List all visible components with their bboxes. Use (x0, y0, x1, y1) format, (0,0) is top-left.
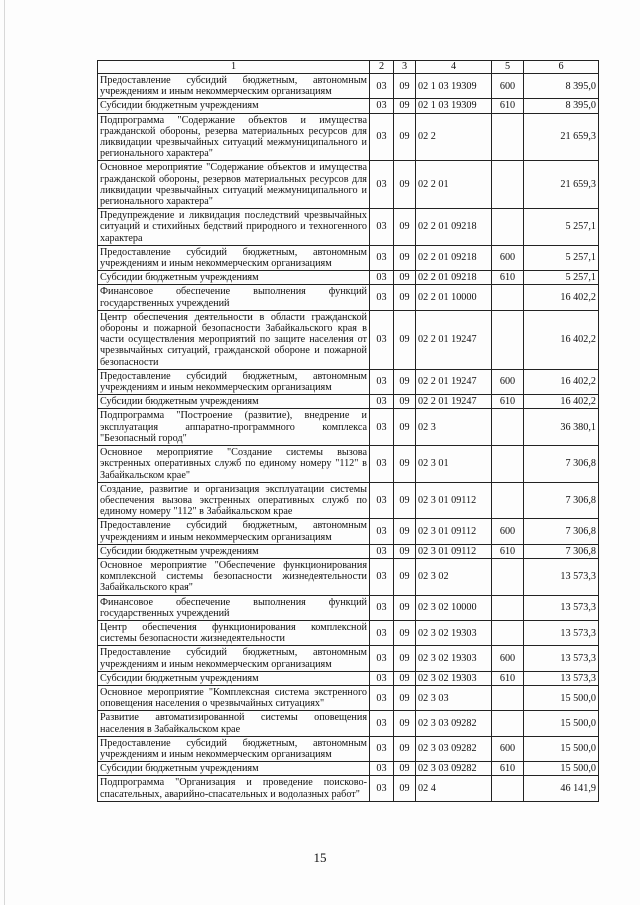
amount-cell: 7 306,8 (524, 446, 599, 483)
header-col-3: 3 (394, 61, 416, 74)
amount-cell: 13 573,3 (524, 620, 599, 645)
section-cell: 03 (370, 113, 394, 161)
row-name-cell: Центр обеспечения функционирования комплексной системы безопасности жизнедеятельности (98, 620, 370, 645)
expense-type-cell (492, 161, 524, 209)
subsection-cell: 09 (394, 762, 416, 776)
subsection-cell: 09 (394, 113, 416, 161)
amount-cell: 8 395,0 (524, 99, 599, 113)
table-row (98, 113, 599, 161)
table-row (98, 482, 599, 519)
scan-edge-line (4, 0, 5, 905)
subsection-cell: 09 (394, 646, 416, 671)
target-article-cell: 02 3 03 (416, 685, 492, 710)
table-header-row (98, 61, 599, 74)
section-cell: 03 (370, 671, 394, 685)
row-name-cell: Предоставление субсидий бюджетным, автономным учреждениям и иным некоммерческим организациям (98, 736, 370, 761)
row-name-cell: Развитие автоматизированной системы оповещения населения в Забайкальском крае (98, 711, 370, 736)
amount-cell: 5 257,1 (524, 209, 599, 246)
amount-cell: 8 395,0 (524, 74, 599, 99)
expense-type-cell: 600 (492, 74, 524, 99)
amount-cell: 7 306,8 (524, 544, 599, 558)
expense-type-cell (492, 620, 524, 645)
subsection-cell: 09 (394, 544, 416, 558)
section-cell: 03 (370, 519, 394, 544)
row-name-cell: Финансовое обеспечение выполнения функций государственных учреждений (98, 595, 370, 620)
amount-cell: 15 500,0 (524, 711, 599, 736)
table-row (98, 558, 599, 595)
table-row (98, 685, 599, 710)
row-name-cell: Основное мероприятие "Содержание объектов и имущества гражданской обороны, резервов материальных ресурсов для ликвидации чрезвычайных ситуаций межмуниципального и регионального характера" (98, 161, 370, 209)
subsection-cell: 09 (394, 620, 416, 645)
section-cell: 03 (370, 285, 394, 310)
target-article-cell: 02 3 02 19303 (416, 671, 492, 685)
row-name-cell: Предоставление субсидий бюджетным, автономным учреждениям и иным некоммерческим организациям (98, 369, 370, 394)
row-name-cell: Основное мероприятие "Комплексная система экстренного оповещения населения о чрезвычайных ситуациях" (98, 685, 370, 710)
target-article-cell: 02 2 01 10000 (416, 285, 492, 310)
target-article-cell: 02 3 (416, 409, 492, 446)
section-cell: 03 (370, 482, 394, 519)
expense-type-cell (492, 595, 524, 620)
subsection-cell: 09 (394, 245, 416, 270)
subsection-cell: 09 (394, 776, 416, 801)
table-row (98, 762, 599, 776)
section-cell: 03 (370, 558, 394, 595)
section-cell: 03 (370, 646, 394, 671)
target-article-cell: 02 1 03 19309 (416, 99, 492, 113)
target-article-cell: 02 3 01 09112 (416, 519, 492, 544)
subsection-cell: 09 (394, 161, 416, 209)
target-article-cell: 02 3 02 19303 (416, 646, 492, 671)
table-row (98, 99, 599, 113)
amount-cell: 21 659,3 (524, 113, 599, 161)
subsection-cell: 09 (394, 395, 416, 409)
table-row (98, 310, 599, 369)
row-name-cell: Субсидии бюджетным учреждениям (98, 544, 370, 558)
section-cell: 03 (370, 99, 394, 113)
expense-type-cell (492, 310, 524, 369)
row-name-cell: Финансовое обеспечение выполнения функций государственных учреждений (98, 285, 370, 310)
subsection-cell: 09 (394, 685, 416, 710)
table-row (98, 671, 599, 685)
expense-type-cell (492, 209, 524, 246)
header-col-5: 5 (492, 61, 524, 74)
target-article-cell: 02 3 02 19303 (416, 620, 492, 645)
expense-type-cell (492, 558, 524, 595)
subsection-cell: 09 (394, 409, 416, 446)
table-row (98, 646, 599, 671)
row-name-cell: Субсидии бюджетным учреждениям (98, 271, 370, 285)
expense-type-cell: 610 (492, 99, 524, 113)
amount-cell: 13 573,3 (524, 558, 599, 595)
section-cell: 03 (370, 209, 394, 246)
row-name-cell: Субсидии бюджетным учреждениям (98, 99, 370, 113)
expense-type-cell: 610 (492, 544, 524, 558)
table-row (98, 409, 599, 446)
section-cell: 03 (370, 620, 394, 645)
amount-cell: 16 402,2 (524, 285, 599, 310)
row-name-cell: Подпрограмма "Содержание объектов и имущества гражданской обороны, резерва материальных ресурсов для ликвидации чрезвычайных ситуаций межмуниципального и регионального характера" (98, 113, 370, 161)
row-name-cell: Предоставление субсидий бюджетным, автономным учреждениям и иным некоммерческим организациям (98, 519, 370, 544)
section-cell: 03 (370, 74, 394, 99)
amount-cell: 46 141,9 (524, 776, 599, 801)
amount-cell: 7 306,8 (524, 482, 599, 519)
section-cell: 03 (370, 369, 394, 394)
subsection-cell: 09 (394, 99, 416, 113)
table-row (98, 209, 599, 246)
table-row (98, 519, 599, 544)
target-article-cell: 02 2 01 09218 (416, 271, 492, 285)
table-row (98, 544, 599, 558)
target-article-cell: 02 2 01 19247 (416, 395, 492, 409)
amount-cell: 16 402,2 (524, 395, 599, 409)
amount-cell: 15 500,0 (524, 762, 599, 776)
target-article-cell: 02 3 02 (416, 558, 492, 595)
expense-type-cell: 600 (492, 245, 524, 270)
table-row (98, 161, 599, 209)
expense-type-cell (492, 285, 524, 310)
section-cell: 03 (370, 544, 394, 558)
table-row (98, 285, 599, 310)
target-article-cell: 02 2 01 09218 (416, 245, 492, 270)
expense-type-cell (492, 685, 524, 710)
expense-type-cell (492, 446, 524, 483)
table-row (98, 446, 599, 483)
row-name-cell: Предоставление субсидий бюджетным, автономным учреждениям и иным некоммерческим организациям (98, 646, 370, 671)
subsection-cell: 09 (394, 671, 416, 685)
page-number: 15 (313, 850, 327, 865)
subsection-cell: 09 (394, 209, 416, 246)
subsection-cell: 09 (394, 558, 416, 595)
amount-cell: 21 659,3 (524, 161, 599, 209)
section-cell: 03 (370, 271, 394, 285)
subsection-cell: 09 (394, 310, 416, 369)
subsection-cell: 09 (394, 519, 416, 544)
table-row (98, 595, 599, 620)
expense-type-cell: 610 (492, 271, 524, 285)
section-cell: 03 (370, 711, 394, 736)
section-cell: 03 (370, 595, 394, 620)
header-col-2: 2 (370, 61, 394, 74)
target-article-cell: 02 3 03 09282 (416, 736, 492, 761)
amount-cell: 5 257,1 (524, 245, 599, 270)
table-row (98, 74, 599, 99)
amount-cell: 13 573,3 (524, 595, 599, 620)
amount-cell: 16 402,2 (524, 310, 599, 369)
header-col-4: 4 (416, 61, 492, 74)
subsection-cell: 09 (394, 271, 416, 285)
target-article-cell: 02 3 02 10000 (416, 595, 492, 620)
table-row (98, 395, 599, 409)
expense-type-cell (492, 482, 524, 519)
table-row (98, 369, 599, 394)
target-article-cell: 02 2 01 (416, 161, 492, 209)
section-cell: 03 (370, 776, 394, 801)
table-row (98, 736, 599, 761)
budget-table (97, 60, 599, 802)
header-col-1: 1 (98, 61, 370, 74)
amount-cell: 15 500,0 (524, 736, 599, 761)
target-article-cell: 02 1 03 19309 (416, 74, 492, 99)
table-row (98, 271, 599, 285)
expense-type-cell: 610 (492, 671, 524, 685)
target-article-cell: 02 3 01 09112 (416, 544, 492, 558)
target-article-cell: 02 3 01 (416, 446, 492, 483)
target-article-cell: 02 3 03 09282 (416, 762, 492, 776)
row-name-cell: Подпрограмма "Организация и проведение поисково-спасательных, аварийно-спасательных и водолазных работ" (98, 776, 370, 801)
amount-cell: 16 402,2 (524, 369, 599, 394)
amount-cell: 13 573,3 (524, 671, 599, 685)
target-article-cell: 02 3 03 09282 (416, 711, 492, 736)
expense-type-cell: 600 (492, 369, 524, 394)
row-name-cell: Предупреждение и ликвидация последствий чрезвычайных ситуаций и стихийных бедствий природного и техногенного характера (98, 209, 370, 246)
row-name-cell: Создание, развитие и организация эксплуатации системы обеспечения вызова экстренных оперативных служб по единому номеру "112" в Забайкальском крае (98, 482, 370, 519)
subsection-cell: 09 (394, 285, 416, 310)
target-article-cell: 02 2 01 09218 (416, 209, 492, 246)
subsection-cell: 09 (394, 595, 416, 620)
section-cell: 03 (370, 245, 394, 270)
expense-type-cell (492, 113, 524, 161)
section-cell: 03 (370, 161, 394, 209)
expense-type-cell: 600 (492, 736, 524, 761)
table-row (98, 711, 599, 736)
target-article-cell: 02 2 (416, 113, 492, 161)
subsection-cell: 09 (394, 74, 416, 99)
amount-cell: 5 257,1 (524, 271, 599, 285)
expense-type-cell (492, 776, 524, 801)
expense-type-cell: 600 (492, 519, 524, 544)
section-cell: 03 (370, 310, 394, 369)
section-cell: 03 (370, 685, 394, 710)
amount-cell: 13 573,3 (524, 646, 599, 671)
amount-cell: 7 306,8 (524, 519, 599, 544)
section-cell: 03 (370, 395, 394, 409)
expense-type-cell (492, 711, 524, 736)
expense-type-cell (492, 409, 524, 446)
target-article-cell: 02 4 (416, 776, 492, 801)
expense-type-cell: 610 (492, 395, 524, 409)
section-cell: 03 (370, 762, 394, 776)
expense-type-cell: 610 (492, 762, 524, 776)
table-row (98, 620, 599, 645)
section-cell: 03 (370, 409, 394, 446)
row-name-cell: Подпрограмма "Построение (развитие), внедрение и эксплуатация аппаратно-программного комплекса "Безопасный город" (98, 409, 370, 446)
row-name-cell: Основное мероприятие "Создание системы вызова экстренных оперативных служб по единому номеру "112" в Забайкальском крае" (98, 446, 370, 483)
row-name-cell: Основное мероприятие "Обеспечение функционирования комплексной системы безопасности жизнедеятельности Забайкальского края" (98, 558, 370, 595)
row-name-cell: Субсидии бюджетным учреждениям (98, 762, 370, 776)
subsection-cell: 09 (394, 369, 416, 394)
target-article-cell: 02 2 01 19247 (416, 369, 492, 394)
subsection-cell: 09 (394, 482, 416, 519)
subsection-cell: 09 (394, 736, 416, 761)
amount-cell: 36 380,1 (524, 409, 599, 446)
table-body (98, 74, 599, 802)
table-row (98, 776, 599, 801)
row-name-cell: Предоставление субсидий бюджетным, автономным учреждениям и иным некоммерческим организациям (98, 74, 370, 99)
subsection-cell: 09 (394, 446, 416, 483)
section-cell: 03 (370, 736, 394, 761)
row-name-cell: Субсидии бюджетным учреждениям (98, 395, 370, 409)
row-name-cell: Центр обеспечения деятельности в области гражданской обороны и пожарной безопасности Забайкальского края в части осуществления мероприятий по защите населения от чрезвычайных ситуаций, гражданской обороне и пожарной безопасности (98, 310, 370, 369)
row-name-cell: Предоставление субсидий бюджетным, автономным учреждениям и иным некоммерческим организациям (98, 245, 370, 270)
target-article-cell: 02 2 01 19247 (416, 310, 492, 369)
subsection-cell: 09 (394, 711, 416, 736)
table-row (98, 245, 599, 270)
amount-cell: 15 500,0 (524, 685, 599, 710)
header-col-6: 6 (524, 61, 599, 74)
row-name-cell: Субсидии бюджетным учреждениям (98, 671, 370, 685)
section-cell: 03 (370, 446, 394, 483)
expense-type-cell: 600 (492, 646, 524, 671)
target-article-cell: 02 3 01 09112 (416, 482, 492, 519)
